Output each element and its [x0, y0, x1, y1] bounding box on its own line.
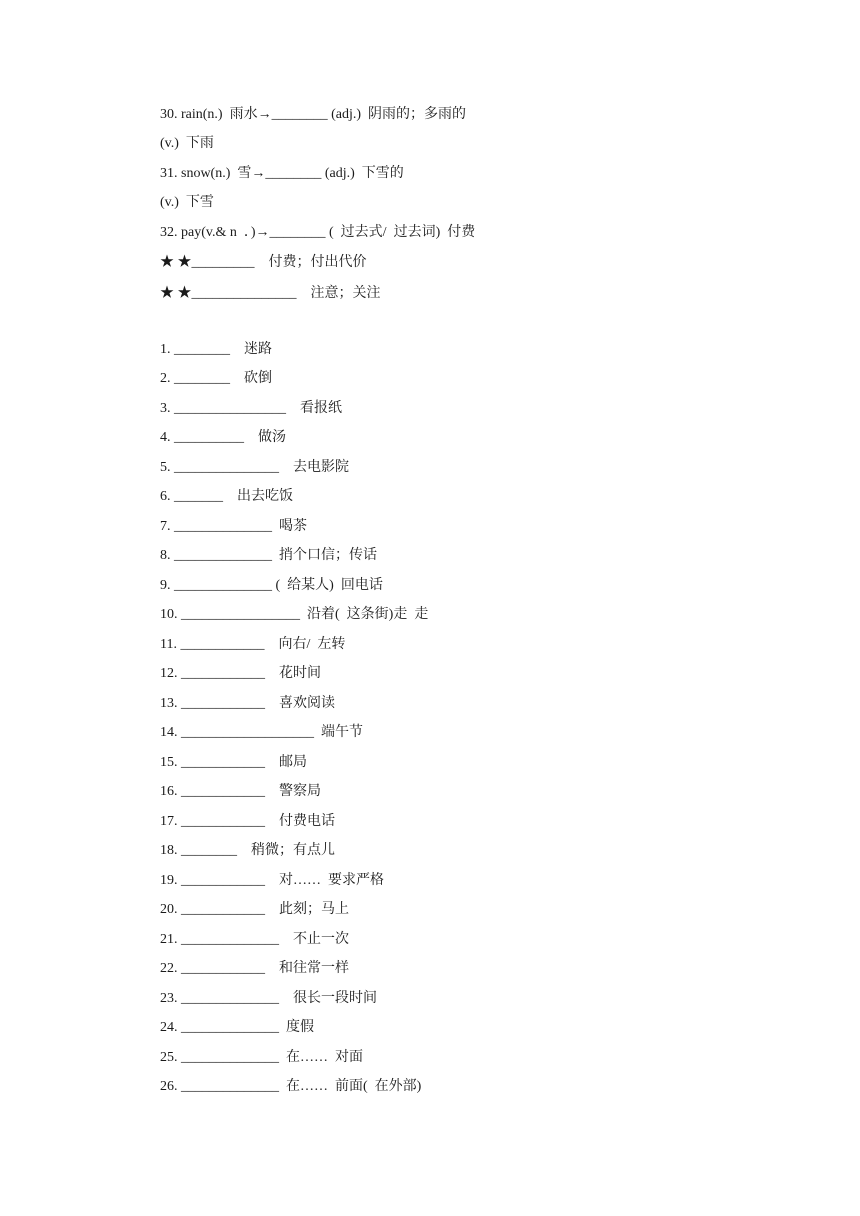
star-item-pay-attention: ★ ★_______________ 注意；关注 [160, 286, 381, 301]
phrase-item-5: 5. _______________ 去电影院 [160, 460, 349, 475]
phrase-item-7: 7. ______________ 喝茶 [160, 519, 307, 534]
phrase-item-3: 3. ________________ 看报纸 [160, 401, 342, 416]
phrase-item-10: 10. _________________ 沿着( 这条街)走 走 [160, 607, 429, 622]
phrase-item-13: 13. ____________ 喜欢阅读 [160, 696, 335, 711]
phrase-item-18: 18. ________ 稍微；有点儿 [160, 843, 335, 858]
phrase-item-21: 21. ______________ 不止一次 [160, 932, 349, 947]
item-30-rain-verb: (v.) 下雨 [160, 136, 214, 151]
phrase-item-1: 1. ________ 迷路 [160, 342, 272, 357]
phrase-item-16: 16. ____________ 警察局 [160, 784, 321, 799]
phrase-item-15: 15. ____________ 邮局 [160, 755, 307, 770]
phrase-item-4: 4. __________ 做汤 [160, 430, 286, 445]
phrase-item-6: 6. _______ 出去吃饭 [160, 489, 293, 504]
phrase-item-26: 26. ______________ 在…… 前面( 在外部) [160, 1079, 422, 1094]
phrase-item-24: 24. ______________ 度假 [160, 1020, 314, 1035]
item-30-rain: 30. rain(n.) 雨水→________ (adj.) 阴雨的；多雨的 [160, 107, 467, 122]
phrase-item-11: 11. ____________ 向右/ 左转 [160, 637, 346, 652]
star-item-pay-for: ★ ★_________ 付费；付出代价 [160, 255, 367, 270]
phrase-item-8: 8. ______________ 捎个口信；传话 [160, 548, 377, 563]
phrase-item-12: 12. ____________ 花时间 [160, 666, 321, 681]
phrase-item-9: 9. ______________ ( 给某人) 回电话 [160, 578, 383, 593]
phrase-item-25: 25. ______________ 在…… 对面 [160, 1050, 363, 1065]
item-31-snow-verb: (v.) 下雪 [160, 195, 214, 210]
item-31-snow: 31. snow(n.) 雪→________ (adj.) 下雪的 [160, 166, 404, 181]
item-32-pay: 32. pay(v.& n ．)→________ ( 过去式/ 过去词) 付费 [160, 225, 476, 240]
phrase-item-22: 22. ____________ 和往常一样 [160, 961, 349, 976]
phrase-item-14: 14. ___________________ 端午节 [160, 725, 363, 740]
phrase-item-17: 17. ____________ 付费电话 [160, 814, 335, 829]
phrase-item-20: 20. ____________ 此刻；马上 [160, 902, 349, 917]
phrase-item-19: 19. ____________ 对…… 要求严格 [160, 873, 384, 888]
phrase-item-23: 23. ______________ 很长一段时间 [160, 991, 377, 1006]
phrase-item-2: 2. ________ 砍倒 [160, 371, 272, 386]
